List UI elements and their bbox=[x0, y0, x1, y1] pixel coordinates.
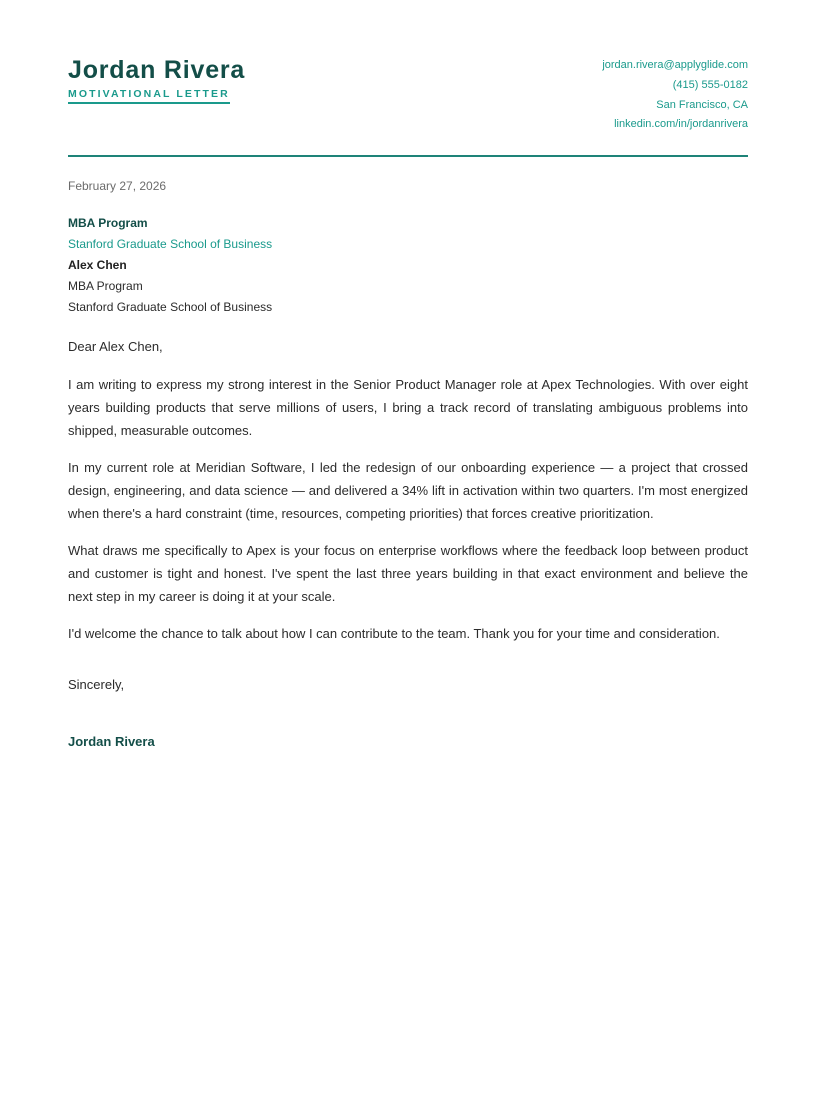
body-paragraph: What draws me specifically to Apex is your focus on enterprise workflows where the feedback loop between product and customer is tight and honest. I've spent the last three years building in that exact environment and believe the next step in my career is doing it at your scale. bbox=[68, 543, 748, 604]
contact-phone[interactable]: (415) 555-0182 bbox=[672, 78, 748, 91]
contact-location: San Francisco, CA bbox=[656, 98, 748, 111]
signature-name: Jordan Rivera bbox=[68, 734, 155, 749]
recipient-contact-dept: MBA Program bbox=[68, 279, 143, 293]
contact-email[interactable]: jordan.rivera@applyglide.com bbox=[602, 59, 748, 71]
recipient-block bbox=[68, 213, 272, 318]
closing: Sincerely, bbox=[68, 677, 125, 692]
letter-page bbox=[68, 0, 748, 749]
recipient-school: Stanford Graduate School of Business bbox=[68, 237, 273, 251]
recipient-program: MBA Program bbox=[68, 216, 148, 230]
salutation: Dear Alex Chen, bbox=[68, 339, 163, 354]
letter-body bbox=[68, 373, 748, 659]
body-paragraph: I am writing to express my strong interest in the Senior Product Manager role at Apex Technologies. With over eight years building products that serve millions of users, I bring a track record of translating ambiguous problems into shipped, measurable outcomes. bbox=[68, 377, 748, 438]
contact-linkedin[interactable]: linkedin.com/in/jordanrivera bbox=[614, 118, 748, 131]
body-paragraph: I'd welcome the chance to talk about how I can contribute to the team. Thank you for your time and consideration. bbox=[68, 626, 720, 641]
recipient-contact-org: Stanford Graduate School of Business bbox=[68, 300, 273, 314]
body-paragraph: In my current role at Meridian Software, I led the redesign of our onboarding experience — a project that crossed design, engineering, and data science — and delivered a 34% lift in activation within two quarters. I'm most energized when there's a hard constraint (time, resources, competing priorities) that forces creative prioritization. bbox=[68, 460, 748, 521]
letter-date: February 27, 2026 bbox=[68, 179, 167, 193]
contact-block bbox=[602, 56, 748, 135]
sender-name: Jordan Rivera bbox=[68, 56, 246, 84]
recipient-contact-name: Alex Chen bbox=[68, 258, 127, 272]
letter-header bbox=[68, 0, 748, 157]
document-type-label: MOTIVATIONAL LETTER bbox=[68, 88, 230, 104]
